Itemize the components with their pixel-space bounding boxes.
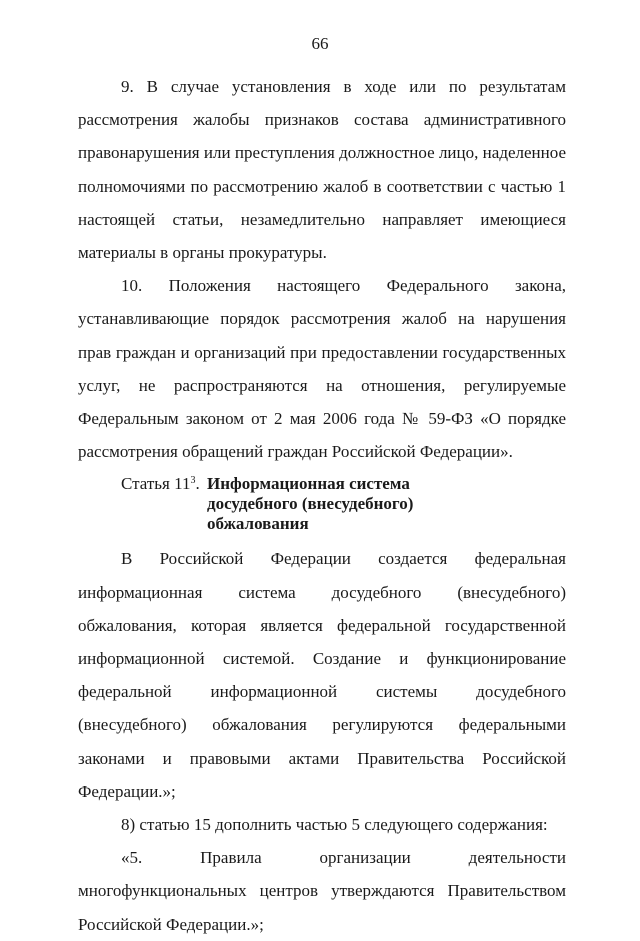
- article-title: Информационная система досудебного (внесудебного) обжалования: [207, 474, 414, 534]
- paragraph-8: 8) статью 15 дополнить частью 5 следующего содержания:: [121, 815, 548, 835]
- paragraph-9: 9. В случае установления в ходе или по результатам рассмотрения жалобы признаков состава административного правонарушения или преступления должностное лицо, наделенное полномочиями по рассмотрению жалоб в соответствии с частью 1 настоящей статьи, незамедлительно направляет имеющиеся материалы в органы прокуратуры.: [78, 77, 566, 263]
- document-body: [78, 70, 566, 941]
- article-heading: [78, 474, 566, 534]
- paragraph-5: «5. Правила организации деятельности многофункциональных центров утверждаются Правительством Российской Федерации.»;: [78, 848, 566, 934]
- article-number-superscript: 3: [190, 475, 196, 487]
- paragraph-10: 10. Положения настоящего Федерального закона, устанавливающие порядок рассмотрения жалоб на нарушения прав граждан и организаций при предоставлении государственных услуг, не распространяются на отношения, регулируемые Федеральным законом от 2 мая 2006 года № 59-ФЗ «О порядке рассмотрения обращений граждан Российской Федерации».: [78, 276, 566, 462]
- page-number: 66: [311, 34, 329, 53]
- paragraph-information-system: В Российской Федерации создается федеральная информационная система досудебного (внесудебного) обжалования, которая является федеральной государственной информационной системой. Создание и функционирование федеральной информационной системы досудебного (внесудебного) обжалования регулируются федеральными законами и правовыми актами Правительства Российской Федерации.»;: [78, 549, 566, 801]
- article-number: [121, 474, 207, 494]
- article-number-text: Статья 11: [121, 474, 191, 494]
- article-number-period: .: [195, 474, 200, 494]
